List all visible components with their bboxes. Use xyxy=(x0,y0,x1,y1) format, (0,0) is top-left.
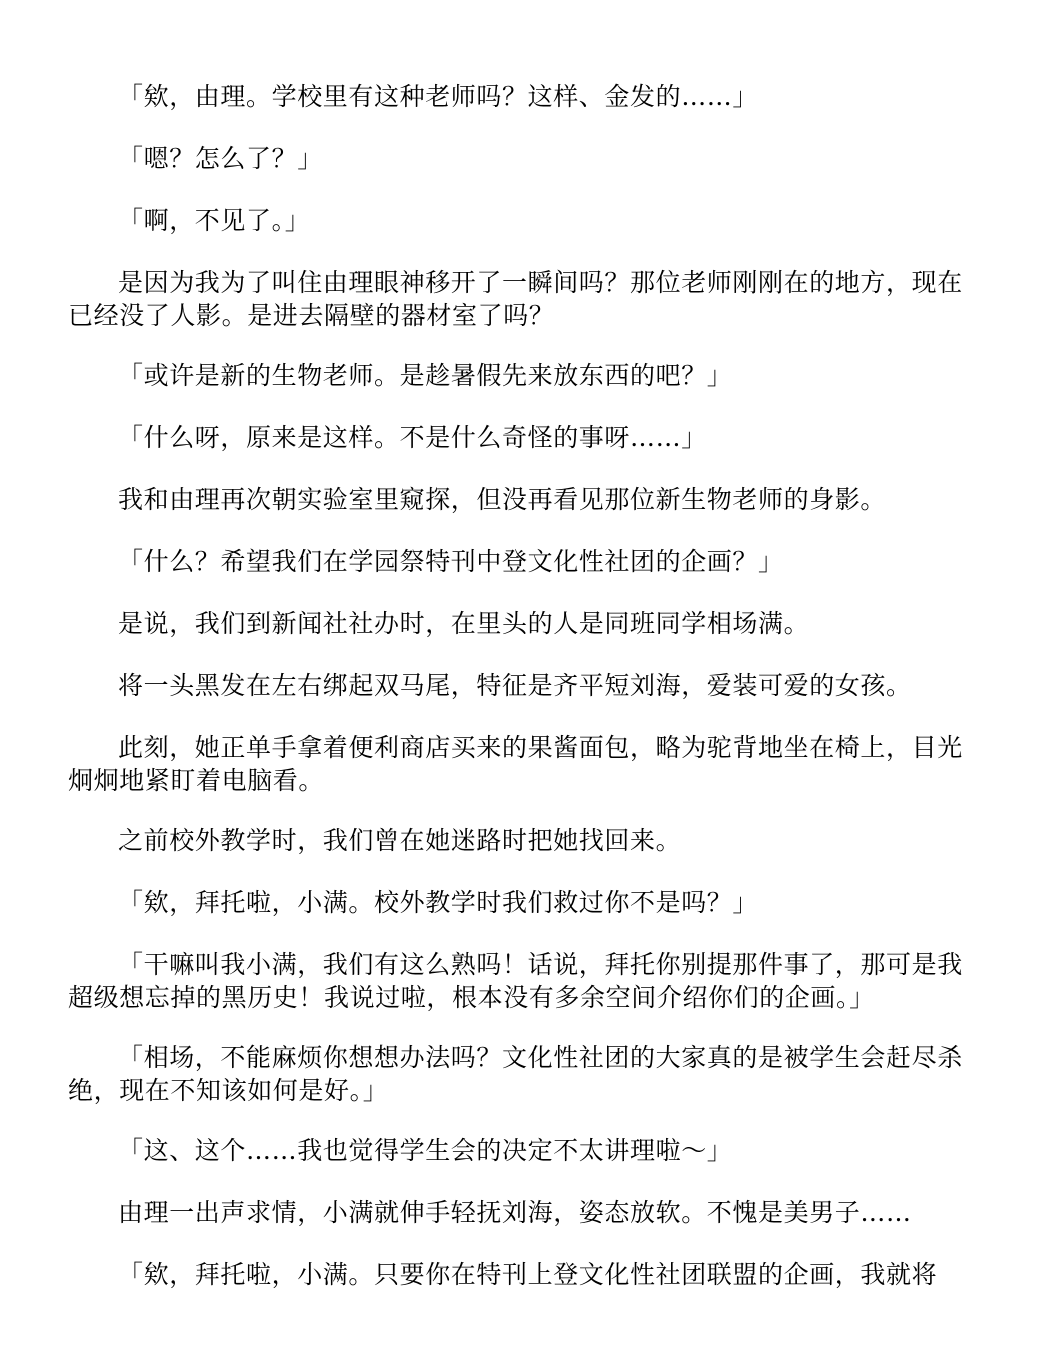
paragraph: 「啊，不见了。」 xyxy=(118,206,311,235)
paragraph: 由理一出声求情，小满就伸手轻抚刘海，姿态放软。不愧是美男子…… xyxy=(118,1198,912,1227)
paragraph: 「欸，由理。学校里有这种老师吗？这样、金发的……」 xyxy=(118,82,759,111)
paragraph: 「干嘛叫我小满，我们有这么熟吗！话说，拜托你别提那件事了，那可是我超级想忘掉的黑历史！我说过啦，根本没有多余空间介绍你们的企画。」 xyxy=(68,950,963,1012)
paragraph: 「或许是新的生物老师。是趁暑假先来放东西的吧？」 xyxy=(118,361,733,390)
paragraph: 「欸，拜托啦，小满。校外教学时我们救过你不是吗？」 xyxy=(118,888,759,917)
paragraph: 「什么呀，原来是这样。不是什么奇怪的事呀……」 xyxy=(118,423,707,452)
paragraph: 「什么？希望我们在学园祭特刊中登文化性社团的企画？」 xyxy=(118,547,784,576)
paragraph: 是因为我为了叫住由理眼神移开了一瞬间吗？那位老师刚刚在的地方，现在已经没了人影。是进去隔壁的器材室了吗？ xyxy=(68,268,963,330)
paragraph: 「欸，拜托啦，小满。只要你在特刊上登文化性社团联盟的企画，我就将 xyxy=(118,1260,938,1289)
paragraph: 「嗯？怎么了？」 xyxy=(118,144,323,173)
paragraph: 「相场，不能麻烦你想想办法吗？文化性社团的大家真的是被学生会赶尽杀绝，现在不知该如何是好。」 xyxy=(68,1043,963,1105)
paragraph: 「这、这个……我也觉得学生会的决定不太讲理啦～」 xyxy=(118,1136,733,1165)
paragraph: 此刻，她正单手拿着便利商店买来的果酱面包，略为驼背地坐在椅上，目光炯炯地紧盯着电脑看。 xyxy=(68,733,963,795)
paragraph: 之前校外教学时，我们曾在她迷路时把她找回来。 xyxy=(118,826,682,855)
paragraph: 我和由理再次朝实验室里窥探，但没再看见那位新生物老师的身影。 xyxy=(118,485,887,514)
paragraph: 将一头黑发在左右绑起双马尾，特征是齐平短刘海，爱装可爱的女孩。 xyxy=(118,671,912,700)
paragraph: 是说，我们到新闻社社办时，在里头的人是同班同学相场满。 xyxy=(118,609,810,638)
